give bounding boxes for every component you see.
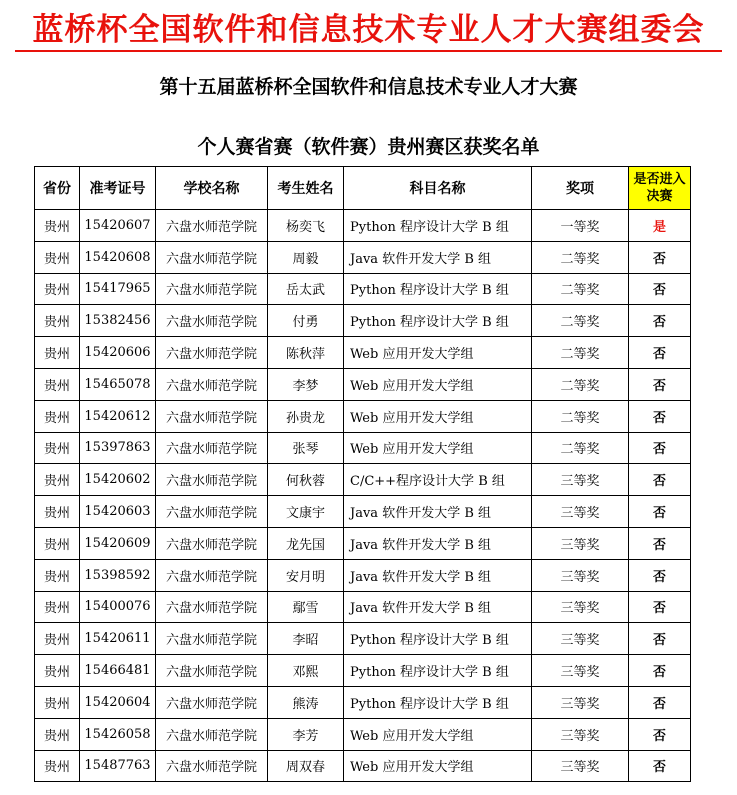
table-row bbox=[35, 337, 691, 369]
award-list-title: 个人赛省赛（软件赛）贵州赛区获奖名单 bbox=[197, 136, 540, 158]
cell-province: 贵州 bbox=[35, 273, 80, 305]
cell-school: 六盘水师范学院 bbox=[156, 686, 268, 718]
col-header-award: 奖项 bbox=[532, 167, 629, 210]
cell-award: 二等奖 bbox=[532, 400, 629, 432]
col-header-finals: 是否进入决赛 bbox=[629, 167, 691, 210]
cell-subject: Web 应用开发大学组 bbox=[344, 718, 532, 750]
cell-finals: 是 bbox=[629, 210, 691, 242]
cell-name: 岳太武 bbox=[268, 273, 344, 305]
cell-province: 贵州 bbox=[35, 210, 80, 242]
cell-subject: Web 应用开发大学组 bbox=[344, 750, 532, 782]
cell-award: 三等奖 bbox=[532, 591, 629, 623]
cell-province: 贵州 bbox=[35, 750, 80, 782]
cell-award: 三等奖 bbox=[532, 496, 629, 528]
table-row bbox=[35, 591, 691, 623]
cell-finals: 否 bbox=[629, 337, 691, 369]
cell-award: 二等奖 bbox=[532, 273, 629, 305]
cell-province: 贵州 bbox=[35, 686, 80, 718]
table-header-row bbox=[35, 167, 691, 210]
cell-award: 二等奖 bbox=[532, 241, 629, 273]
cell-province: 贵州 bbox=[35, 718, 80, 750]
cell-subject: Java 软件开发大学 B 组 bbox=[344, 241, 532, 273]
cell-subject: Python 程序设计大学 B 组 bbox=[344, 305, 532, 337]
col-header-exam-id: 准考证号 bbox=[80, 167, 156, 210]
cell-name: 文康宇 bbox=[268, 496, 344, 528]
cell-subject: C/C++程序设计大学 B 组 bbox=[344, 464, 532, 496]
table-body bbox=[35, 210, 691, 782]
cell-name: 何秋蓉 bbox=[268, 464, 344, 496]
cell-award: 三等奖 bbox=[532, 686, 629, 718]
table-row bbox=[35, 432, 691, 464]
cell-exam-id: 15426058 bbox=[80, 718, 156, 750]
cell-province: 贵州 bbox=[35, 337, 80, 369]
cell-province: 贵州 bbox=[35, 527, 80, 559]
cell-exam-id: 15420611 bbox=[80, 623, 156, 655]
cell-subject: Python 程序设计大学 B 组 bbox=[344, 655, 532, 687]
cell-exam-id: 15382456 bbox=[80, 305, 156, 337]
cell-finals: 否 bbox=[629, 750, 691, 782]
cell-province: 贵州 bbox=[35, 623, 80, 655]
cell-exam-id: 15420603 bbox=[80, 496, 156, 528]
cell-province: 贵州 bbox=[35, 432, 80, 464]
table-row bbox=[35, 527, 691, 559]
cell-province: 贵州 bbox=[35, 464, 80, 496]
cell-finals: 否 bbox=[629, 527, 691, 559]
cell-award: 一等奖 bbox=[532, 210, 629, 242]
cell-name: 杨奕飞 bbox=[268, 210, 344, 242]
header-divider bbox=[15, 50, 722, 52]
cell-name: 周双春 bbox=[268, 750, 344, 782]
cell-finals: 否 bbox=[629, 591, 691, 623]
cell-school: 六盘水师范学院 bbox=[156, 464, 268, 496]
col-header-school: 学校名称 bbox=[156, 167, 268, 210]
cell-finals: 否 bbox=[629, 305, 691, 337]
cell-exam-id: 15420602 bbox=[80, 464, 156, 496]
cell-finals: 否 bbox=[629, 400, 691, 432]
cell-subject: Python 程序设计大学 B 组 bbox=[344, 210, 532, 242]
cell-award: 二等奖 bbox=[532, 305, 629, 337]
cell-award: 三等奖 bbox=[532, 527, 629, 559]
cell-subject: Python 程序设计大学 B 组 bbox=[344, 623, 532, 655]
col-header-subject: 科目名称 bbox=[344, 167, 532, 210]
table-row bbox=[35, 686, 691, 718]
cell-award: 三等奖 bbox=[532, 750, 629, 782]
table-row bbox=[35, 718, 691, 750]
cell-name: 邓熙 bbox=[268, 655, 344, 687]
cell-school: 六盘水师范学院 bbox=[156, 337, 268, 369]
cell-finals: 否 bbox=[629, 718, 691, 750]
cell-finals: 否 bbox=[629, 368, 691, 400]
cell-school: 六盘水师范学院 bbox=[156, 273, 268, 305]
cell-school: 六盘水师范学院 bbox=[156, 241, 268, 273]
cell-exam-id: 15400076 bbox=[80, 591, 156, 623]
cell-finals: 否 bbox=[629, 432, 691, 464]
cell-subject: Java 软件开发大学 B 组 bbox=[344, 559, 532, 591]
cell-school: 六盘水师范学院 bbox=[156, 559, 268, 591]
cell-subject: Java 软件开发大学 B 组 bbox=[344, 591, 532, 623]
cell-name: 安月明 bbox=[268, 559, 344, 591]
cell-name: 张琴 bbox=[268, 432, 344, 464]
table-row bbox=[35, 241, 691, 273]
cell-exam-id: 15417965 bbox=[80, 273, 156, 305]
organizer-title: 蓝桥杯全国软件和信息技术专业人才大赛组委会 bbox=[32, 12, 705, 48]
cell-name: 熊涛 bbox=[268, 686, 344, 718]
cell-award: 三等奖 bbox=[532, 623, 629, 655]
cell-school: 六盘水师范学院 bbox=[156, 623, 268, 655]
table-row bbox=[35, 368, 691, 400]
cell-finals: 否 bbox=[629, 655, 691, 687]
cell-name: 李梦 bbox=[268, 368, 344, 400]
col-header-name: 考生姓名 bbox=[268, 167, 344, 210]
cell-exam-id: 15398592 bbox=[80, 559, 156, 591]
cell-school: 六盘水师范学院 bbox=[156, 527, 268, 559]
cell-province: 贵州 bbox=[35, 559, 80, 591]
cell-subject: Web 应用开发大学组 bbox=[344, 432, 532, 464]
cell-school: 六盘水师范学院 bbox=[156, 400, 268, 432]
cell-name: 李芳 bbox=[268, 718, 344, 750]
cell-province: 贵州 bbox=[35, 305, 80, 337]
cell-finals: 否 bbox=[629, 464, 691, 496]
table-row bbox=[35, 210, 691, 242]
cell-finals: 否 bbox=[629, 496, 691, 528]
cell-exam-id: 15420607 bbox=[80, 210, 156, 242]
cell-exam-id: 15465078 bbox=[80, 368, 156, 400]
cell-name: 龙先国 bbox=[268, 527, 344, 559]
cell-exam-id: 15420608 bbox=[80, 241, 156, 273]
cell-award: 三等奖 bbox=[532, 559, 629, 591]
cell-province: 贵州 bbox=[35, 400, 80, 432]
cell-exam-id: 15420609 bbox=[80, 527, 156, 559]
table-row bbox=[35, 496, 691, 528]
cell-school: 六盘水师范学院 bbox=[156, 432, 268, 464]
cell-finals: 否 bbox=[629, 273, 691, 305]
cell-school: 六盘水师范学院 bbox=[156, 718, 268, 750]
cell-subject: Java 软件开发大学 B 组 bbox=[344, 527, 532, 559]
cell-name: 孙贵龙 bbox=[268, 400, 344, 432]
cell-finals: 否 bbox=[629, 241, 691, 273]
cell-finals: 否 bbox=[629, 559, 691, 591]
cell-exam-id: 15487763 bbox=[80, 750, 156, 782]
table-row bbox=[35, 273, 691, 305]
cell-award: 三等奖 bbox=[532, 464, 629, 496]
cell-school: 六盘水师范学院 bbox=[156, 368, 268, 400]
cell-school: 六盘水师范学院 bbox=[156, 750, 268, 782]
cell-name: 李昭 bbox=[268, 623, 344, 655]
table-row bbox=[35, 464, 691, 496]
table-row bbox=[35, 305, 691, 337]
cell-province: 贵州 bbox=[35, 655, 80, 687]
cell-name: 周毅 bbox=[268, 241, 344, 273]
table-row bbox=[35, 400, 691, 432]
cell-finals: 否 bbox=[629, 623, 691, 655]
cell-exam-id: 15466481 bbox=[80, 655, 156, 687]
cell-province: 贵州 bbox=[35, 591, 80, 623]
cell-school: 六盘水师范学院 bbox=[156, 655, 268, 687]
cell-exam-id: 15397863 bbox=[80, 432, 156, 464]
cell-award: 二等奖 bbox=[532, 368, 629, 400]
table-row bbox=[35, 623, 691, 655]
cell-province: 贵州 bbox=[35, 496, 80, 528]
col-header-province: 省份 bbox=[35, 167, 80, 210]
cell-award: 三等奖 bbox=[532, 718, 629, 750]
cell-name: 鄢雪 bbox=[268, 591, 344, 623]
cell-subject: Web 应用开发大学组 bbox=[344, 400, 532, 432]
cell-school: 六盘水师范学院 bbox=[156, 210, 268, 242]
competition-title: 第十五届蓝桥杯全国软件和信息技术专业人才大赛 bbox=[159, 76, 578, 98]
cell-subject: Web 应用开发大学组 bbox=[344, 337, 532, 369]
cell-award: 二等奖 bbox=[532, 432, 629, 464]
cell-exam-id: 15420606 bbox=[80, 337, 156, 369]
cell-subject: Web 应用开发大学组 bbox=[344, 368, 532, 400]
cell-award: 三等奖 bbox=[532, 655, 629, 687]
cell-province: 贵州 bbox=[35, 241, 80, 273]
cell-school: 六盘水师范学院 bbox=[156, 591, 268, 623]
cell-school: 六盘水师范学院 bbox=[156, 305, 268, 337]
cell-exam-id: 15420604 bbox=[80, 686, 156, 718]
cell-subject: Java 软件开发大学 B 组 bbox=[344, 496, 532, 528]
award-table bbox=[34, 166, 691, 782]
table-row bbox=[35, 559, 691, 591]
cell-award: 二等奖 bbox=[532, 337, 629, 369]
cell-subject: Python 程序设计大学 B 组 bbox=[344, 273, 532, 305]
cell-name: 陈秋萍 bbox=[268, 337, 344, 369]
cell-province: 贵州 bbox=[35, 368, 80, 400]
cell-school: 六盘水师范学院 bbox=[156, 496, 268, 528]
cell-exam-id: 15420612 bbox=[80, 400, 156, 432]
table-row bbox=[35, 750, 691, 782]
cell-name: 付勇 bbox=[268, 305, 344, 337]
cell-finals: 否 bbox=[629, 686, 691, 718]
cell-subject: Python 程序设计大学 B 组 bbox=[344, 686, 532, 718]
table-row bbox=[35, 655, 691, 687]
